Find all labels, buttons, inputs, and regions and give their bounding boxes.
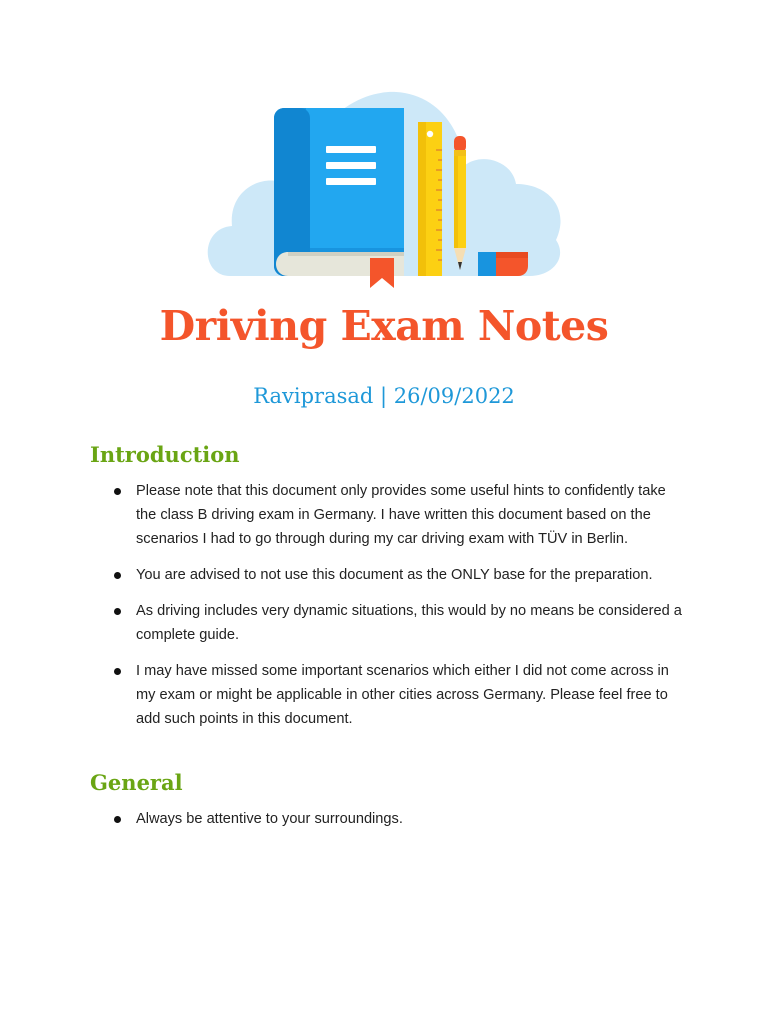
section-heading-introduction: Introduction: [90, 442, 240, 467]
list-item-text: Please note that this document only provides some useful hints to confidently take the class B driving exam in Germany. I have written this document based on the scenarios I had to go through during my car driving exam with TÜV in Berlin.: [136, 483, 666, 547]
bookmark-icon: [370, 258, 394, 288]
list-item-text: You are advised to not use this document as the ONLY base for the preparation.: [136, 567, 653, 583]
document-title: Driving Exam Notes: [159, 302, 609, 350]
bullet-icon: [114, 488, 121, 495]
list-item-text: I may have missed some important scenarios which either I did not come across in my exam or might be applicable in other cities across Germany. Please feel free to add such points in this document.: [136, 663, 669, 727]
list-item: [112, 599, 684, 647]
eraser-icon: [478, 252, 528, 276]
list-item-text: Always be attentive to your surroundings.: [136, 811, 403, 827]
bullet-icon: [114, 816, 121, 823]
header-illustration: [200, 80, 568, 292]
bullet-icon: [114, 608, 121, 615]
introduction-bullet-list: [112, 479, 684, 743]
list-item: [112, 807, 684, 831]
bullet-icon: [114, 668, 121, 675]
list-item: [112, 659, 684, 731]
list-item: [112, 479, 684, 551]
list-item: [112, 563, 684, 587]
book-icon: [274, 108, 404, 276]
pencil-icon: [454, 136, 466, 270]
section-heading-general: General: [90, 770, 183, 795]
list-item-text: As driving includes very dynamic situations, this would by no means be considered a complete guide.: [136, 603, 682, 643]
document-byline: Raviprasad | 26/09/2022: [253, 384, 515, 408]
general-bullet-list: [112, 807, 684, 843]
ruler-icon: [418, 122, 442, 276]
bullet-icon: [114, 572, 121, 579]
